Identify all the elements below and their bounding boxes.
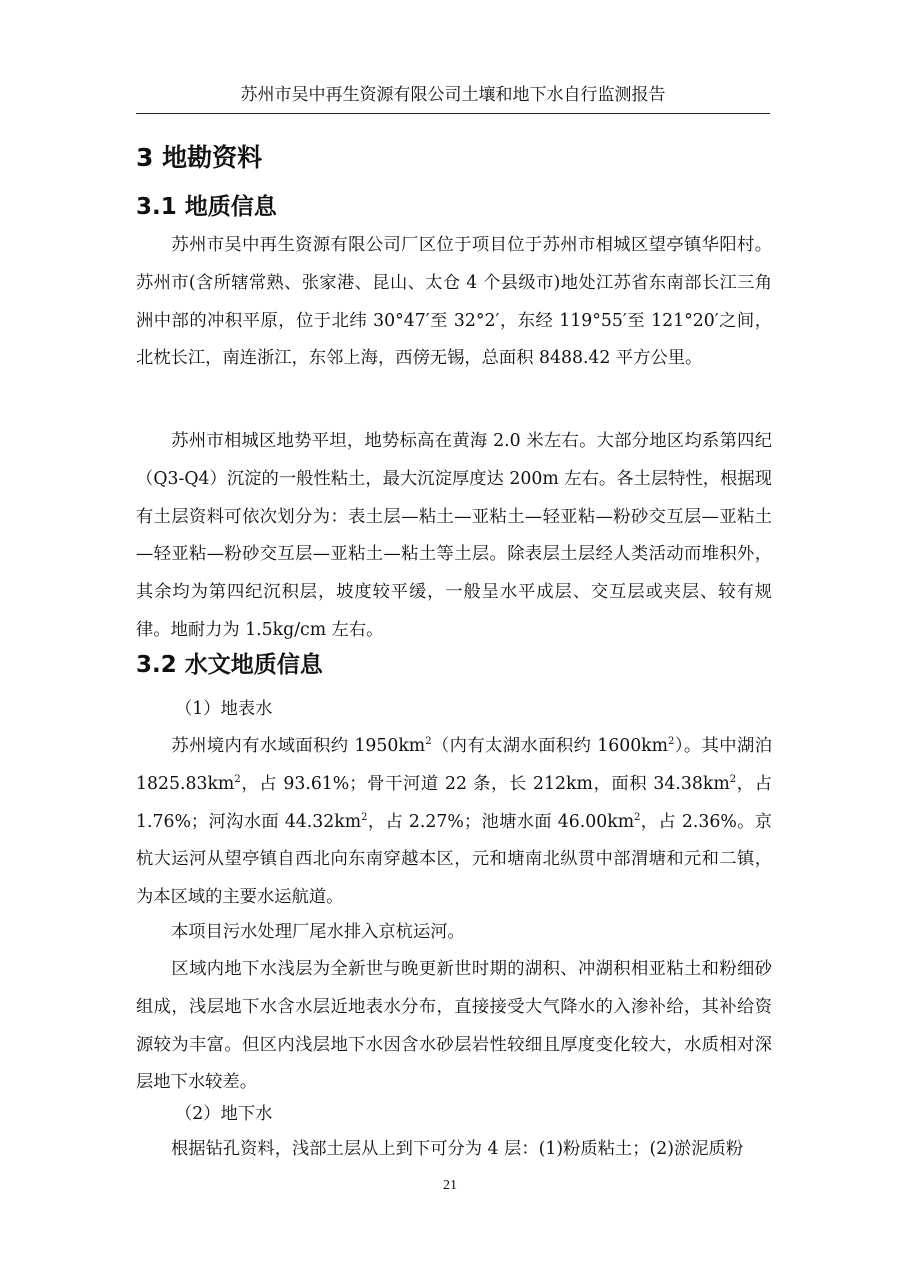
paragraph-location-text: 苏州市吴中再生资源有限公司厂区位于项目位于苏州市相城区望亭镇华阳村。苏州市(含所辖常熟、张家港、昆山、太仓 4 个县级市)地处江苏省东南部长江三角洲中部的冲积平原，位于北纬 30°47′至 32°2′，东经 119°55′至 121°20′之间，北枕长江，南连浙江，东邻上海，西傍无锡，总面积 8488.42 平方公里。 xyxy=(136,235,772,369)
item-groundwater: （2）地下水 xyxy=(175,1104,273,1124)
paragraph-geology-text: 苏州市相城区地势平坦，地势标高在黄海 2.0 米左右。大部分地区均系第四纪（Q3-Q4）沉淀的一般性粘土，最大沉淀厚度达 200m 左右。各土层特性，根据现有土层资料可依次划分为：表土层—粘土—亚粘土—轻亚粘—粉砂交互层—亚粘土—轻亚粘—粉砂交互层—亚粘土—粘土等土层。除表层土层经人类活动而堆积外，其余均为第四纪沉积层，坡度较平缓，一般呈水平成层、交互层或夹层、较有规律。地耐力为 1.5kg/cm 左右。 xyxy=(136,431,772,640)
running-header: 苏州市吴中再生资源有限公司土壤和地下水自行监测报告 xyxy=(240,85,666,105)
paragraph-wastewater xyxy=(136,914,772,952)
surface-water-text-e: ，占 1.76%；河沟水面 44.32km xyxy=(136,773,772,832)
paragraph-location xyxy=(136,227,772,378)
paragraph-boreholes-text: 根据钻孔资料，浅部土层从上到下可分为 4 层：(1)粉质粘土；(2)淤泥质粉 xyxy=(171,1139,744,1159)
item-surface-water: （1）地表水 xyxy=(175,699,273,719)
superscript: 2 xyxy=(361,811,368,823)
superscript: 2 xyxy=(234,774,241,786)
surface-water-text-g: ，占 2.36%。京杭大运河从望亭镇自西北向东南穿越本区，元和塘南北纵贯中部渭塘和元和二镇，为本区域的主要水运航道。 xyxy=(136,811,772,908)
paragraph-shallow-groundwater-text: 区域内地下水浅层为全新世与晚更新世时期的湖积、冲湖积相亚粘土和粉细砂组成，浅层地下水含水层近地表水分布，直接接受大气降水的入渗补给，其补给资源较为丰富。但区内浅层地下水因含水砂层岩性较细且厚度变化较大，水质相对深层地下水较差。 xyxy=(136,959,772,1093)
section-heading: 3 地勘资料 xyxy=(136,143,263,172)
subsection-heading-geology: 3.1 地质信息 xyxy=(136,194,277,220)
page-number: 21 xyxy=(443,1178,457,1193)
header-divider xyxy=(136,113,770,114)
subsection-heading-hydrogeology: 3.2 水文地质信息 xyxy=(136,652,323,678)
paragraph-wastewater-text: 本项目污水处理厂尾水排入京杭运河。 xyxy=(171,922,465,942)
superscript: 2 xyxy=(668,736,675,748)
surface-water-text-a: 苏州境内有水域面积约 1950km xyxy=(171,736,426,756)
superscript: 2 xyxy=(425,736,432,748)
surface-water-text-b: （内有太湖水面积约 1600km xyxy=(431,736,669,756)
surface-water-text-f: ，占 2.27%；池塘水面 46.00km xyxy=(367,811,635,832)
surface-water-text-d: ，占 93.61%；骨干河道 22 条，长 212km，面积 34.38km xyxy=(240,773,730,794)
paragraph-surface-water xyxy=(136,728,772,917)
paragraph-shallow-groundwater xyxy=(136,951,772,1102)
superscript: 2 xyxy=(634,811,641,823)
surface-water-text-c: ）。其中湖泊 1825.83km xyxy=(136,736,772,794)
paragraph-geology xyxy=(136,423,772,650)
superscript: 2 xyxy=(729,774,737,786)
paragraph-boreholes xyxy=(136,1131,772,1169)
